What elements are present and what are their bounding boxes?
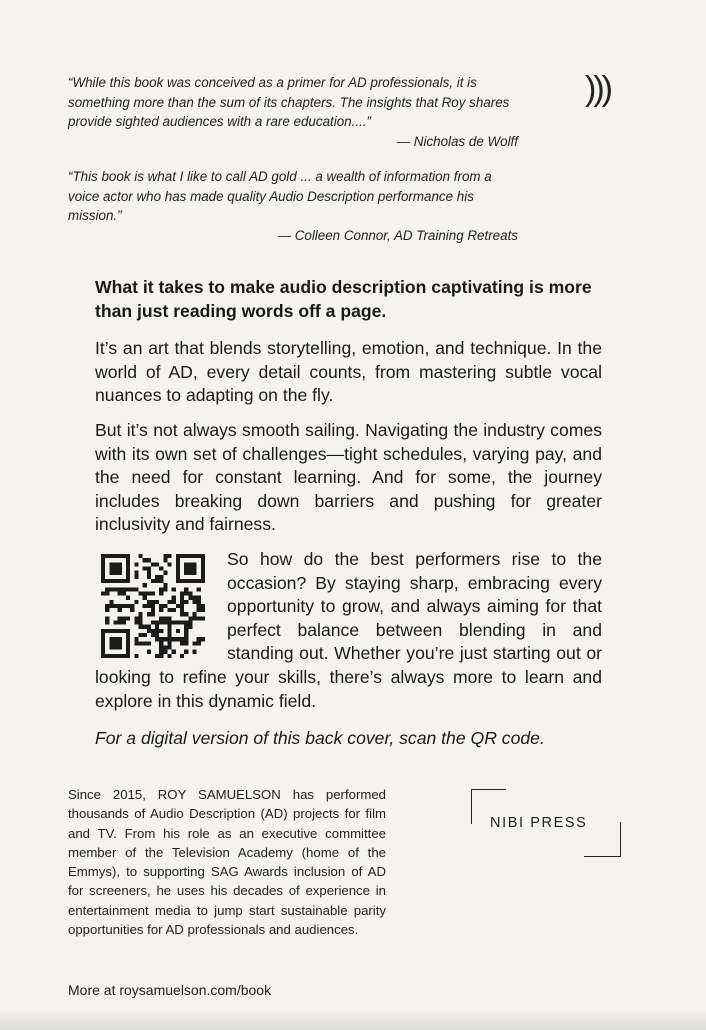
testimonial-2-attribution: — Colleen Connor, AD Training Retreats [277,227,518,243]
publisher-frame-bottom-right [584,822,621,857]
audio-waves-icon: ))) [585,70,610,108]
testimonial-2-text: “This book is what I like to call AD gold ... a wealth of information from a voice actor who has made quality Audio Description performance his mission.” [68,169,492,223]
body-paragraph-3 [95,548,602,713]
testimonial-2 [68,167,518,245]
page-edge-shadow [0,1008,706,1030]
publisher-name: NIBI PRESS [490,815,588,831]
testimonial-1-text: “While this book was conceived as a primer for AD professionals, it is something more than the sum of its chapters. The insights that Roy shares provide sighted audiences with a rare education....” [68,75,510,129]
more-info-link[interactable]: More at roysamuelson.com/book [68,982,272,998]
body-paragraph-2: But it’s not always smooth sailing. Navigating the industry comes with its own set of challenges—tight schedules, varying pay, and the need for constant learning. And for some, the journey includes breaking down barriers and pushing for greater inclusivity and fairness. [95,419,602,535]
testimonial-1 [68,73,518,151]
qr-call-to-action: For a digital version of this back cover, scan the QR code. [95,728,545,748]
author-bio: Since 2015, ROY SAMUELSON has performed thousands of Audio Description (AD) projects for film and TV. From his role as an executive committee member of the Television Academy (home of the Emmys), to supporting SAG Awards inclusion of AD for screeners, he uses his decades of experience in entertainment media to jump start sustainable parity opportunities for AD professionals and audiences. [68,787,386,938]
body-paragraph-1: It’s an art that blends storytelling, emotion, and technique. In the world of AD, every detail counts, from mastering subtle vocal nuances to adapting on the fly. [95,338,602,406]
qr-code-icon[interactable] [99,554,207,658]
headline: What it takes to make audio description captivating is more than just reading words off a page. [95,277,592,321]
main-copy [95,276,602,724]
testimonial-1-attribution: — Nicholas de Wolff [396,133,518,149]
body-paragraph-3-text: So how do the best performers rise to the occasion? By staying sharp, embracing every opportunity to grow, and always aiming for that perfect balance between blending in and standing out. Whether you’re just starting out or looking to refine your skills, there’s always more to learn and explore in this dynamic field. [95,548,602,711]
